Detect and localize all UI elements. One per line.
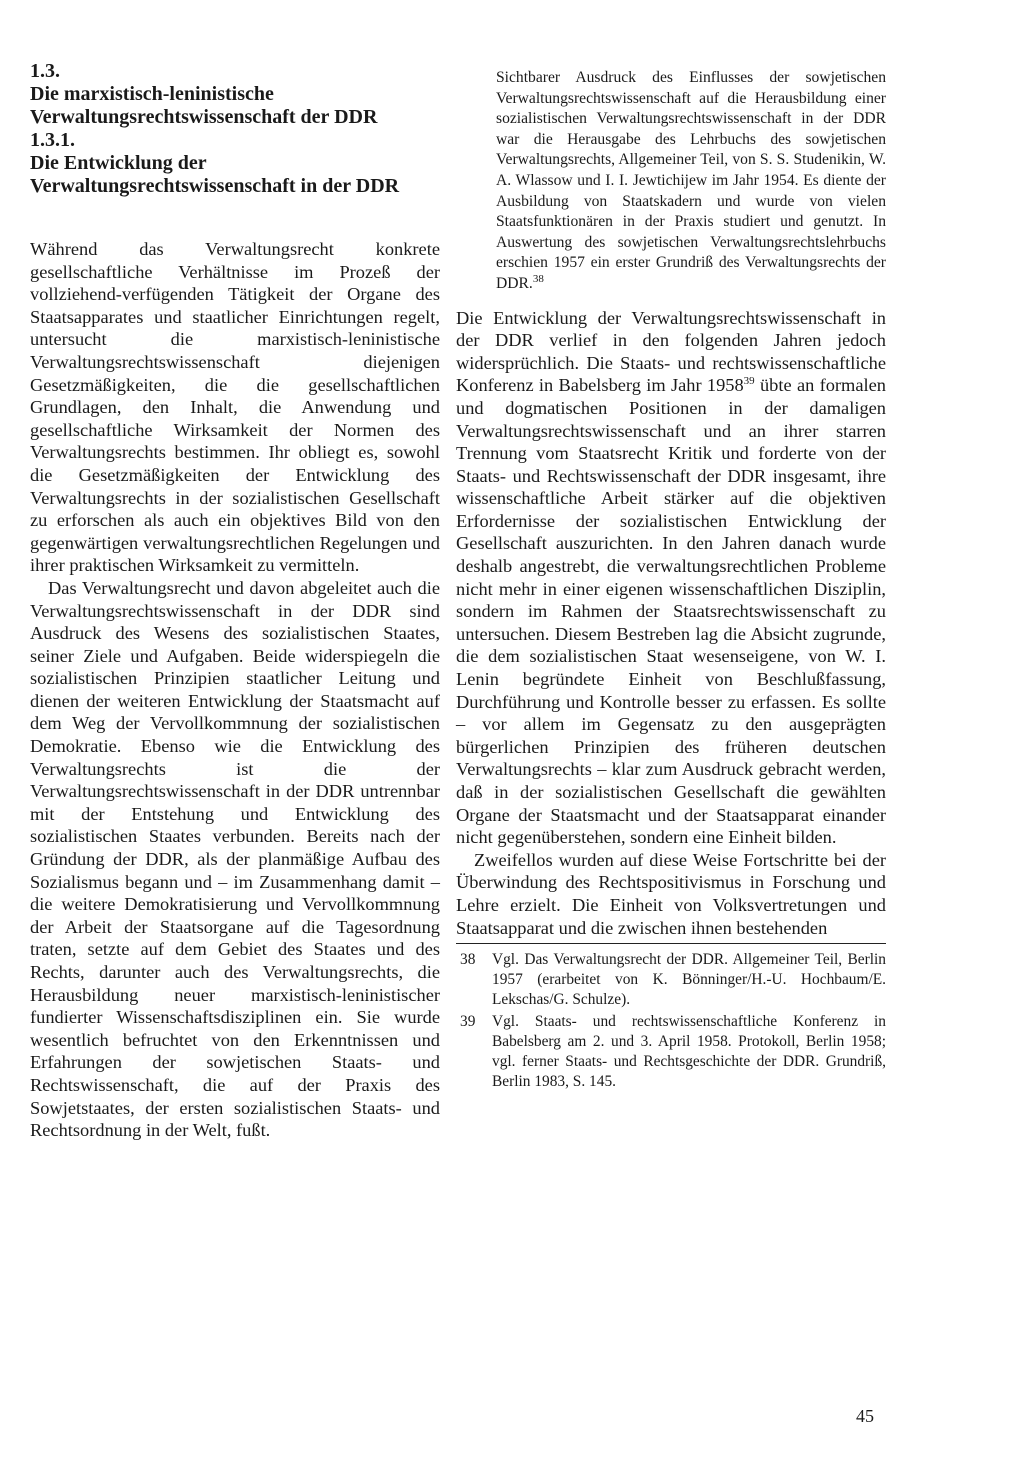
right-paragraph-1-a: Die Entwicklung der Verwaltungsrechtswissenschaft in der DDR verlief in den folgenden Jahren jedoch widersprüchlich. Die Staats- und rechtswissenschaftliche Konferenz in Babelsberg im Jahr 1958: [456, 307, 886, 396]
right-paragraph-1-b: übte an formalen und dogmatischen Positionen in der damaligen Verwaltungsrechtswissenschaft und an ihrer starren Trennung vom Staatsrecht Kritik und forderte von der Staats- und Rechtswissenschaft der DDR insgesamt, ihre wissenschaftliche Arbeit stärker auf die objektiven Erfordernisse der sozialistischen Entwicklung der Gesellschaft auszurichten. In den Jahren danach wurde deshalb angestrebt, die verwaltungsrechtlichen Probleme nicht mehr in einer eigenen wissenschaftlichen Disziplin, sondern im Rahmen der Staatsrechtswissenschaft zu untersuchen. Diesem Bestreben lag die Absicht zugrunde, die dem sozialistischen Staat wesenseigene, von W. I. Lenin begründete Einheit von Beschlußfassung, Durchführung und Kontrolle besser zu erfassen. Es sollte – vor allem im Gegensatz zu den ausgeprägten bürgerlichen Prinzipien des früheren deutschen Verwaltungsrechts – klar zum Ausdruck gebracht werden, daß in der sozialistischen Gesellschaft die gewählten Organe der Staatsmacht und der Staatsapparat einander nicht gegenüberstehen, sondern eine Einheit bilden.: [456, 375, 886, 848]
subsection-number: 1.3.1.: [30, 129, 75, 151]
footnote-number: 38: [460, 951, 476, 969]
footnote-number: 39: [460, 1013, 476, 1031]
subsection-title-line2: Verwaltungsrechtswissenschaft in der DDR: [30, 175, 400, 197]
subsection-heading: [30, 129, 440, 198]
left-paragraph-2: Das Verwaltungsrecht und davon abgeleitet auch die Verwaltungsrechtswissenschaft in der DDR sind Ausdruck des Wesens des sozialistischen Staates, seiner Ziele und Aufgaben. Beide widerspiegeln die sozialistischen Prinzipien staatlicher Leitung und dienen der weiteren Entwicklung der Staatsmacht auf dem Weg der Vervollkommnung der sozialistischen Demokratie. Ebenso wie die Entwicklung des Verwaltungsrechts ist die der Verwaltungsrechtswissenschaft in der DDR untrennbar mit der Entstehung und Entwicklung des sozialistischen Staates verbunden. Bereits nach der Gründung der DDR, als der planmäßige Aufbau des Sozialismus begann und – im Zusammenhang damit – die weitere Demokratisierung und Vervollkommnung der Arbeit der Staatsorgane auf die Tagesordnung traten, setzte auf dem Gebiet des Staates und des Rechts, darunter auch des Verwaltungsrechts, die Herausbildung neuer marxistisch-leninistischer fundierter Wissenschaftsdisziplinen ein. Sie wurde wesentlich befruchtet von den Erkenntnissen und Erfahrungen der sowjetischen Staats- und Rechtswissenschaft, die auf der Praxis des Sowjetstaates, der ersten sozialistischen Staats- und Rechtsordnung in der Welt, fußt.: [30, 577, 440, 1141]
right-paragraph-1: [456, 307, 886, 849]
small-print-text: Sichtbarer Ausdruck des Einflusses der sowjetischen Verwaltungsrechtswissenschaft auf die Herausbildung einer sozialistischen Verwaltungsrechtswissenschaft in der DDR war die Herausgabe des Lehrbuchs des sowjetischen Verwaltungsrechts, Allgemeiner Teil, von S. S. Studenikin, W. A. Wlassow und I. I. Jewtichijew im Jahr 1954. Es diente der Ausbildung von Staatskadern und wurde von vielen Staatsfunktionären in der Praxis studiert und genutzt. In Auswertung des sowjetischen Verwaltungsrechtslehrbuchs erschien 1957 ein erster Grundriß des Verwaltungsrechts der DDR.: [496, 69, 886, 292]
left-paragraph-1: Während das Verwaltungsrecht konkrete gesellschaftliche Verhältnisse im Prozeß der vollziehend-verfügenden Tätigkeit der Organe des Staatsapparates und staatlicher Einrichtungen regelt, untersucht die marxistisch-leninistische Verwaltungsrechtswissenschaft diejenigen Gesetzmäßigkeiten, die die gesellschaftlichen Grundlagen, den Inhalt, die Anwendung und gesellschaftliche Wirksamkeit der Normen des Verwaltungsrechts bestimmen. Ihr obliegt es, sowohl die Gesetzmäßigkeiten der Entwicklung des Verwaltungsrechts in der sozialistischen Gesellschaft zu erforschen als auch ein objektives Bild von den gegenwärtigen verwaltungsrechtlichen Regelungen und ihrer praktischen Wirksamkeit zu vermitteln.: [30, 239, 440, 576]
section-title-line2: Verwaltungsrechtswissenschaft der DDR: [30, 106, 378, 128]
right-paragraph-2: Zweifellos wurden auf diese Weise Fortschritte bei der Überwindung des Rechtspositivismus in Forschung und Lehre erzielt. Die Einheit von Volksvertretungen und Staatsapparat und die zwischen ihnen bestehenden: [456, 849, 886, 938]
footnote-38: [456, 950, 886, 1010]
left-column: [30, 60, 440, 1142]
section-number: 1.3.: [30, 60, 60, 82]
right-column: [456, 68, 886, 1094]
footnote-text: Vgl. Das Verwaltungsrecht der DDR. Allgemeiner Teil, Berlin 1957 (erarbeitet von K. Bönninger/H.-U. Hochbaum/E. Lekschas/G. Schulze).: [492, 951, 886, 1009]
small-print-paragraph: [496, 68, 886, 295]
section-heading: [30, 60, 440, 129]
footnote-39: [456, 1012, 886, 1092]
subsection-title-line1: Die Entwicklung der: [30, 152, 207, 174]
footnote-text: Vgl. Staats- und rechtswissenschaftliche Konferenz in Babelsberg am 2. und 3. April 1958. Protokoll, Berlin 1958; vgl. ferner Staats- und Rechtsgeschichte der DDR. Grundriß, Berlin 1983, S. 145.: [492, 1013, 886, 1091]
footnote-ref-38: 38: [532, 272, 544, 285]
footnote-divider: [456, 943, 886, 944]
section-title-line1: Die marxistisch-leninistische: [30, 83, 274, 105]
footnote-ref-39: 39: [743, 375, 755, 388]
page-number: 45: [856, 1406, 874, 1426]
